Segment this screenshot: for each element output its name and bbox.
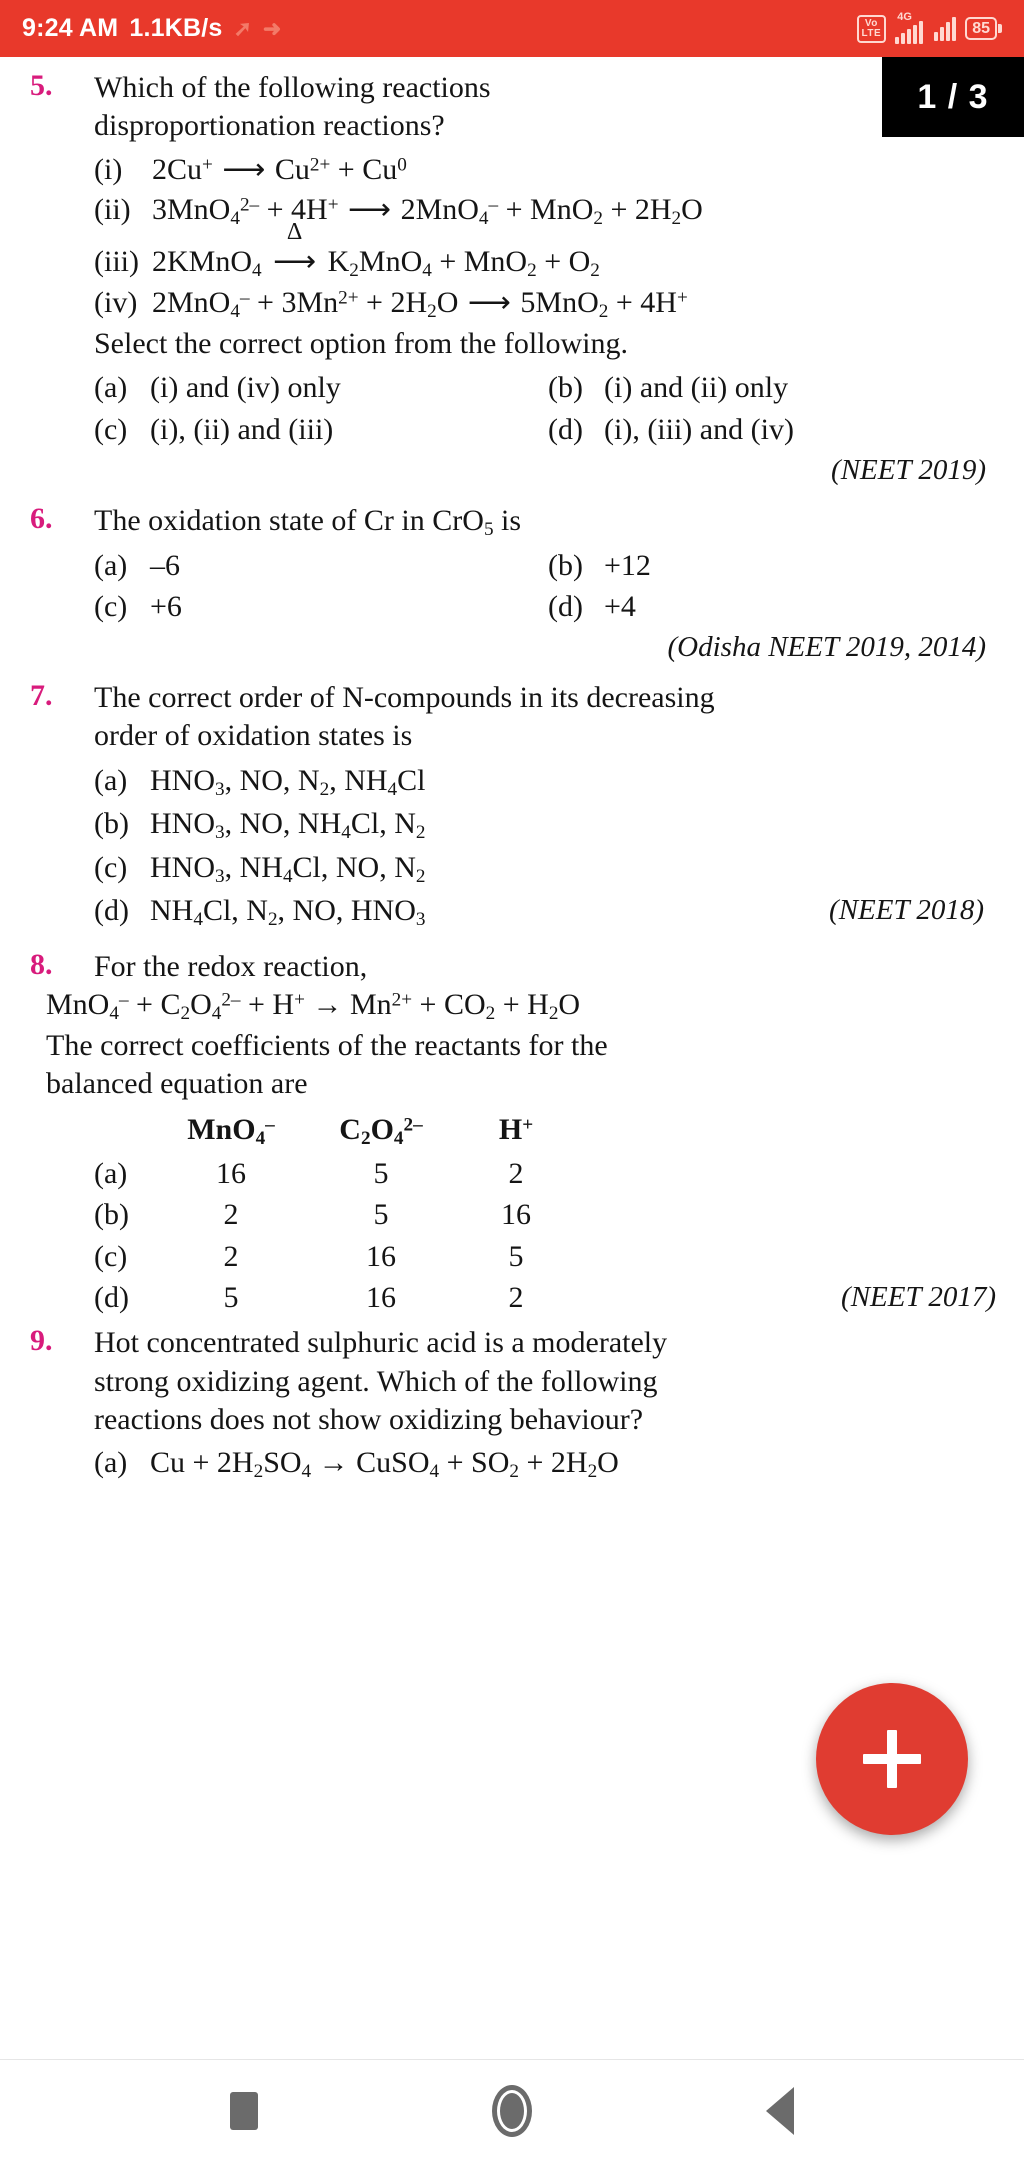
option-b-text: $HNO_3$, NO, $NH_4Cl$, $N_2$	[150, 807, 426, 844]
question-5-source: (NEET 2019)	[831, 454, 986, 487]
question-8-equation: $MnO_4^- + C_2O_4^{2-} + H^+ \to Mn^{2+} + CO_2 + H_2O$	[46, 988, 581, 1025]
question-8-stem-rest	[46, 1027, 1002, 1104]
row-d-label: (d)	[94, 1281, 129, 1315]
question-8-source: (NEET 2017)	[841, 1281, 996, 1314]
option-a-text: (i) and (iv) only	[150, 371, 341, 405]
option-a-label: (a)	[94, 548, 128, 582]
question-7-options	[94, 760, 1002, 934]
header-c2o4: $C_2O_4^{2-}$	[339, 1113, 423, 1150]
question-7-option-d[interactable]	[94, 890, 1002, 933]
row-b-h: 16	[501, 1198, 531, 1232]
reaction-2-label: (ii)	[94, 192, 131, 226]
table-row[interactable]	[94, 1194, 1002, 1235]
option-c-text: $HNO_3$, $NH_4Cl$, NO, $N_2$	[150, 850, 426, 887]
option-a-label: (a)	[94, 763, 128, 797]
option-c-label: (c)	[94, 589, 128, 623]
page-indicator-label: 1 / 3	[917, 77, 989, 116]
reaction-3-left: 2KMnO$_4$	[152, 244, 262, 281]
row-d-c2o4: 16	[366, 1281, 396, 1315]
header-mno4: MnO$_4$–	[187, 1113, 275, 1150]
row-b-label: (b)	[94, 1198, 129, 1232]
row-a-h: 2	[508, 1156, 524, 1190]
option-a-text: $Cu + 2H_2SO_4$ → CuSO$_4$ + $SO_2 + 2H_2O$	[150, 1445, 619, 1482]
option-d-text: (i), (iii) and (iv)	[604, 412, 794, 446]
question-6-number: 6.	[30, 501, 53, 535]
reaction-3-right: $K_2MnO_4 + MnO_2 + O_2$	[327, 244, 600, 281]
option-a-label: (a)	[94, 1445, 128, 1479]
reaction-3-label: (iii)	[94, 244, 139, 278]
reaction-4-left: $2MnO_4^- + 3Mn^{2+} + 2H_2O$	[152, 286, 459, 323]
option-d-label: (d)	[94, 894, 129, 928]
reaction-4-right: 5MnO$_2$ + 4H+	[520, 286, 688, 323]
question-5-number: 5.	[30, 69, 53, 102]
row-c-mno4: 2	[223, 1239, 239, 1273]
header-spacer	[576, 1109, 1002, 1152]
back-triangle-icon	[766, 2087, 794, 2135]
option-d-text: +4	[604, 589, 636, 623]
question-5-stem-line2: disproportionation reactions?	[94, 109, 445, 143]
option-b-label: (b)	[548, 371, 583, 405]
row-a-label: (a)	[94, 1156, 128, 1190]
add-floating-action-button[interactable]	[816, 1683, 968, 1835]
option-c-text: +6	[150, 589, 182, 623]
reaction-4-arrow-icon: ⟶	[467, 286, 511, 320]
battery-level-label: 85	[965, 17, 997, 40]
header-blank	[94, 1109, 156, 1152]
table-row[interactable]	[94, 1236, 1002, 1277]
question-9-number: 9.	[30, 1324, 53, 1358]
question-6-stem: The oxidation state of Cr in CrO$_5$ is	[94, 503, 522, 540]
option-b-label: (b)	[94, 807, 129, 841]
home-circle-icon	[492, 2085, 532, 2137]
option-c-text: (i), (ii) and (iii)	[150, 412, 334, 446]
signal-bars-sim1	[895, 22, 923, 44]
option-b-text: (i) and (ii) only	[604, 371, 789, 405]
recents-square-icon	[230, 2092, 258, 2130]
volte-top-label: Vo	[864, 17, 878, 29]
row-a-c2o4: 5	[373, 1156, 389, 1190]
option-b-label: (b)	[548, 548, 583, 582]
header-h: H+	[498, 1113, 534, 1147]
question-7-source: (NEET 2018)	[829, 894, 984, 927]
option-c-label: (c)	[94, 850, 128, 884]
status-bar-left	[22, 14, 281, 43]
question-5-stem-line1: Which of the following reactions	[94, 71, 491, 104]
reaction-2-right: $2MnO_4^- + MnO_2 + 2H_2O$	[400, 192, 703, 229]
battery-icon	[965, 17, 1002, 40]
row-d-h: 2	[508, 1281, 524, 1315]
option-c-label: (c)	[94, 412, 128, 446]
signal-bars-sim2	[934, 17, 956, 41]
status-bar	[0, 0, 1024, 57]
question-6-options	[94, 545, 1002, 628]
option-a-label: (a)	[94, 371, 128, 405]
reaction-3-arrow-icon: Δ ⟶	[269, 242, 320, 282]
reaction-2-arrow-icon: ⟶	[348, 192, 392, 226]
question-5-options	[94, 367, 1002, 450]
question-5-reaction-1	[94, 150, 1002, 190]
question-5-option-d[interactable]	[548, 409, 1002, 450]
reaction-1-right: $Cu^{2+} + Cu^0$	[274, 152, 407, 186]
question-5-reaction-2	[94, 190, 1002, 232]
table-header-row	[94, 1109, 1002, 1152]
question-5-reaction-3	[94, 218, 1002, 284]
table-row[interactable]	[94, 1277, 1002, 1318]
question-6-option-b[interactable]	[548, 545, 1002, 586]
option-d-label: (d)	[548, 412, 583, 446]
volte-icon	[857, 15, 887, 43]
question-6-option-c[interactable]	[94, 586, 548, 627]
question-9-stem-line2: strong oxidizing agent. Which of the following	[94, 1364, 658, 1398]
question-6	[22, 502, 1002, 667]
question-5-stem	[94, 69, 1002, 146]
recents-button[interactable]	[184, 2060, 304, 2161]
status-time: 9:24 AM	[22, 14, 119, 42]
row-b-mno4: 2	[223, 1198, 239, 1232]
option-a-text: –6	[150, 548, 180, 582]
question-6-source: (Odisha NEET 2019, 2014)	[667, 631, 986, 664]
question-7-stem	[94, 679, 1002, 756]
question-8-stem-line2: The correct coefficients of the reactants for the	[46, 1028, 608, 1062]
row-a-mno4: 16	[216, 1156, 246, 1190]
question-8-number: 8.	[30, 947, 53, 981]
row-c-c2o4: 16	[366, 1239, 396, 1273]
question-9-stem-line1: Hot concentrated sulphuric acid is a moderately	[94, 1326, 668, 1360]
option-d-label: (d)	[548, 589, 583, 623]
question-9-stem	[94, 1324, 1002, 1439]
row-c-h: 5	[508, 1239, 524, 1273]
row-b-c2o4: 5	[373, 1198, 389, 1232]
question-6-option-a[interactable]	[94, 545, 548, 586]
android-navigation-bar	[0, 2059, 1024, 2161]
reaction-1-label: (i)	[94, 152, 123, 186]
question-9	[22, 1324, 1002, 1485]
reaction-1-arrow-icon: ⟶	[222, 152, 266, 186]
question-5-option-b[interactable]	[548, 367, 1002, 408]
delta-symbol: Δ	[286, 218, 303, 245]
row-b-spacer	[576, 1194, 1002, 1235]
question-9-stem-line3: reactions does not show oxidizing behaviour?	[94, 1403, 644, 1437]
back-button[interactable]	[720, 2060, 840, 2161]
question-5-option-a[interactable]	[94, 367, 548, 408]
question-7-option-c[interactable]	[94, 847, 1002, 890]
question-8	[22, 948, 1002, 1319]
question-7-stem-line2: order of oxidation states is	[94, 719, 413, 753]
question-7-stem-line1: The correct order of N-compounds in its decreasing	[94, 680, 715, 714]
question-5-reaction-4	[94, 283, 1002, 325]
question-5-option-c[interactable]	[94, 409, 548, 450]
row-d-mno4: 5	[223, 1281, 239, 1315]
status-data-rate: 1.1KB/s	[129, 14, 223, 42]
signal-strength-icon	[895, 10, 923, 44]
home-button[interactable]	[452, 2060, 572, 2161]
volte-bottom-label: LTE	[861, 27, 882, 39]
reaction-1-left: 2Cu+	[152, 152, 213, 186]
question-8-stem-line1: For the redox reaction,	[94, 949, 368, 983]
question-7	[22, 679, 1002, 934]
page-indicator	[882, 57, 1024, 137]
question-7-number: 7.	[30, 678, 53, 712]
status-bar-right	[857, 10, 1002, 44]
question-7-option-b[interactable]	[94, 803, 1002, 846]
question-5	[22, 69, 1002, 490]
download-arrow-icon: ➜	[262, 15, 282, 41]
option-b-text: +12	[604, 548, 651, 582]
option-d-text: $NH_4Cl$, $N_2$, NO, $HNO_3$	[150, 894, 426, 931]
question-5-instruction: Select the correct option from the following.	[94, 327, 629, 361]
question-6-option-d[interactable]	[548, 586, 1002, 627]
reaction-2-left: 3MnO$_4^{2-}$ + 4H+	[152, 192, 339, 229]
question-8-table	[94, 1109, 1002, 1318]
question-9-option-a[interactable]	[94, 1442, 1002, 1485]
row-c-label: (c)	[94, 1239, 128, 1273]
question-5-stem-line1-row	[94, 69, 1002, 107]
reaction-4-label: (iv)	[94, 286, 138, 320]
network-type-label: 4G	[897, 10, 912, 23]
question-7-option-a[interactable]	[94, 760, 1002, 803]
table-row[interactable]	[94, 1153, 1002, 1194]
option-a-text: $HNO_3$, NO, $N_2$, $NH_4Cl$	[150, 763, 426, 800]
row-c-spacer	[576, 1236, 1002, 1277]
upload-arrow-icon: ➚	[233, 15, 252, 41]
plus-icon	[863, 1730, 921, 1788]
row-a-spacer	[576, 1153, 1002, 1194]
question-8-stem-line3: balanced equation are	[46, 1067, 308, 1101]
battery-cap	[998, 24, 1002, 33]
